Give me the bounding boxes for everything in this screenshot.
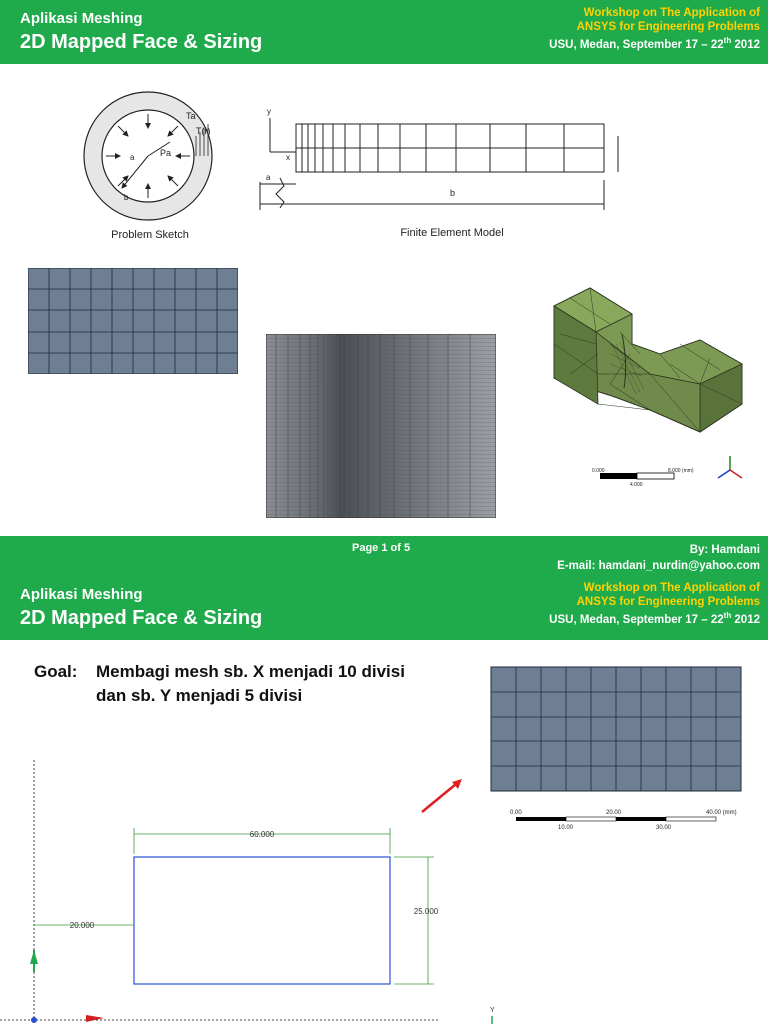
slide1-header-subtitle: Aplikasi Meshing bbox=[20, 10, 143, 27]
fem-dim-a: a bbox=[266, 173, 271, 182]
venue-sup: th bbox=[723, 36, 732, 45]
sketch-axis-y: Y bbox=[490, 1007, 495, 1014]
scale-t2: 40.00 (mm) bbox=[706, 810, 737, 816]
scale-t1: 20.00 bbox=[606, 810, 622, 816]
venue-year: 2012 bbox=[731, 613, 760, 626]
scale3d-mid: 4.000 bbox=[630, 482, 643, 488]
sketch-label-pa: Pa bbox=[160, 148, 172, 158]
author-info bbox=[557, 542, 760, 574]
fem-dim-b: b bbox=[450, 188, 456, 198]
design-sketch bbox=[0, 760, 500, 1024]
axis-triad-icon bbox=[718, 456, 742, 478]
venue-year: 2012 bbox=[731, 38, 760, 51]
mapped-mesh-10x5 bbox=[28, 268, 238, 374]
author-email: E-mail: hamdani_nurdin@yahoo.com bbox=[557, 560, 760, 572]
scale-b2: 30.00 bbox=[656, 825, 672, 831]
finite-element-model bbox=[256, 100, 636, 242]
scale-b1: 10.00 bbox=[558, 825, 574, 831]
slide1-workshop-line2: ANSYS for Engineering Problems bbox=[576, 21, 760, 33]
sketch-label-tr: T(r) bbox=[196, 126, 211, 136]
venue-sup: th bbox=[723, 611, 732, 620]
problem-sketch bbox=[80, 84, 220, 244]
slide2-venue bbox=[549, 609, 760, 627]
slide2-header-band bbox=[0, 574, 768, 640]
fem-caption: Finite Element Model bbox=[400, 227, 504, 239]
biased-dense-mesh bbox=[266, 334, 496, 518]
author-name: By: Hamdani bbox=[689, 544, 760, 556]
fem-axis-y: y bbox=[267, 107, 271, 116]
scale-t0: 0.00 bbox=[510, 810, 522, 816]
venue-prefix: USU, Medan, September 17 – 22 bbox=[549, 38, 724, 51]
sketch-label-ta: Ta bbox=[186, 111, 196, 121]
slide2-workshop-line2: ANSYS for Engineering Problems bbox=[576, 596, 760, 608]
slide1-header-band bbox=[0, 0, 768, 64]
goal-text: Membagi mesh sb. X menjadi 10 divisi dan sb. Y menjadi 5 divisi bbox=[96, 662, 405, 705]
problem-sketch-caption: Problem Sketch bbox=[111, 229, 189, 241]
height-dimension: 25.000 bbox=[413, 907, 439, 916]
result-mesh-10x5 bbox=[490, 666, 750, 836]
scale3d-right: 8.000 (mm) bbox=[668, 468, 694, 474]
sketch-label-a: a bbox=[130, 153, 135, 162]
slide2-header-subtitle: Aplikasi Meshing bbox=[20, 586, 143, 603]
sketch-label-b: b bbox=[124, 193, 129, 202]
venue-prefix: USU, Medan, September 17 – 22 bbox=[549, 613, 724, 626]
slide2-header-title: 2D Mapped Face & Sizing bbox=[20, 607, 263, 629]
slide1-venue bbox=[549, 34, 760, 52]
slide1-header-title: 2D Mapped Face & Sizing bbox=[20, 31, 263, 53]
slide1-workshop-info bbox=[549, 6, 760, 52]
slide2-workshop-info bbox=[549, 581, 760, 627]
scale3d-left: 0.000 bbox=[592, 468, 605, 474]
slide2-workshop-line1: Workshop on The Application of bbox=[583, 582, 760, 594]
fem-axis-x: x bbox=[286, 153, 290, 162]
slide1-workshop-line1: Workshop on The Application of bbox=[583, 7, 760, 19]
offset-dimension: 20.000 bbox=[69, 921, 95, 930]
goal-label: Goal: bbox=[34, 662, 78, 681]
tet-mesh-3d bbox=[550, 284, 750, 490]
width-dimension: 60.000 bbox=[249, 830, 275, 839]
page-number: Page 1 of 5 bbox=[352, 542, 411, 554]
